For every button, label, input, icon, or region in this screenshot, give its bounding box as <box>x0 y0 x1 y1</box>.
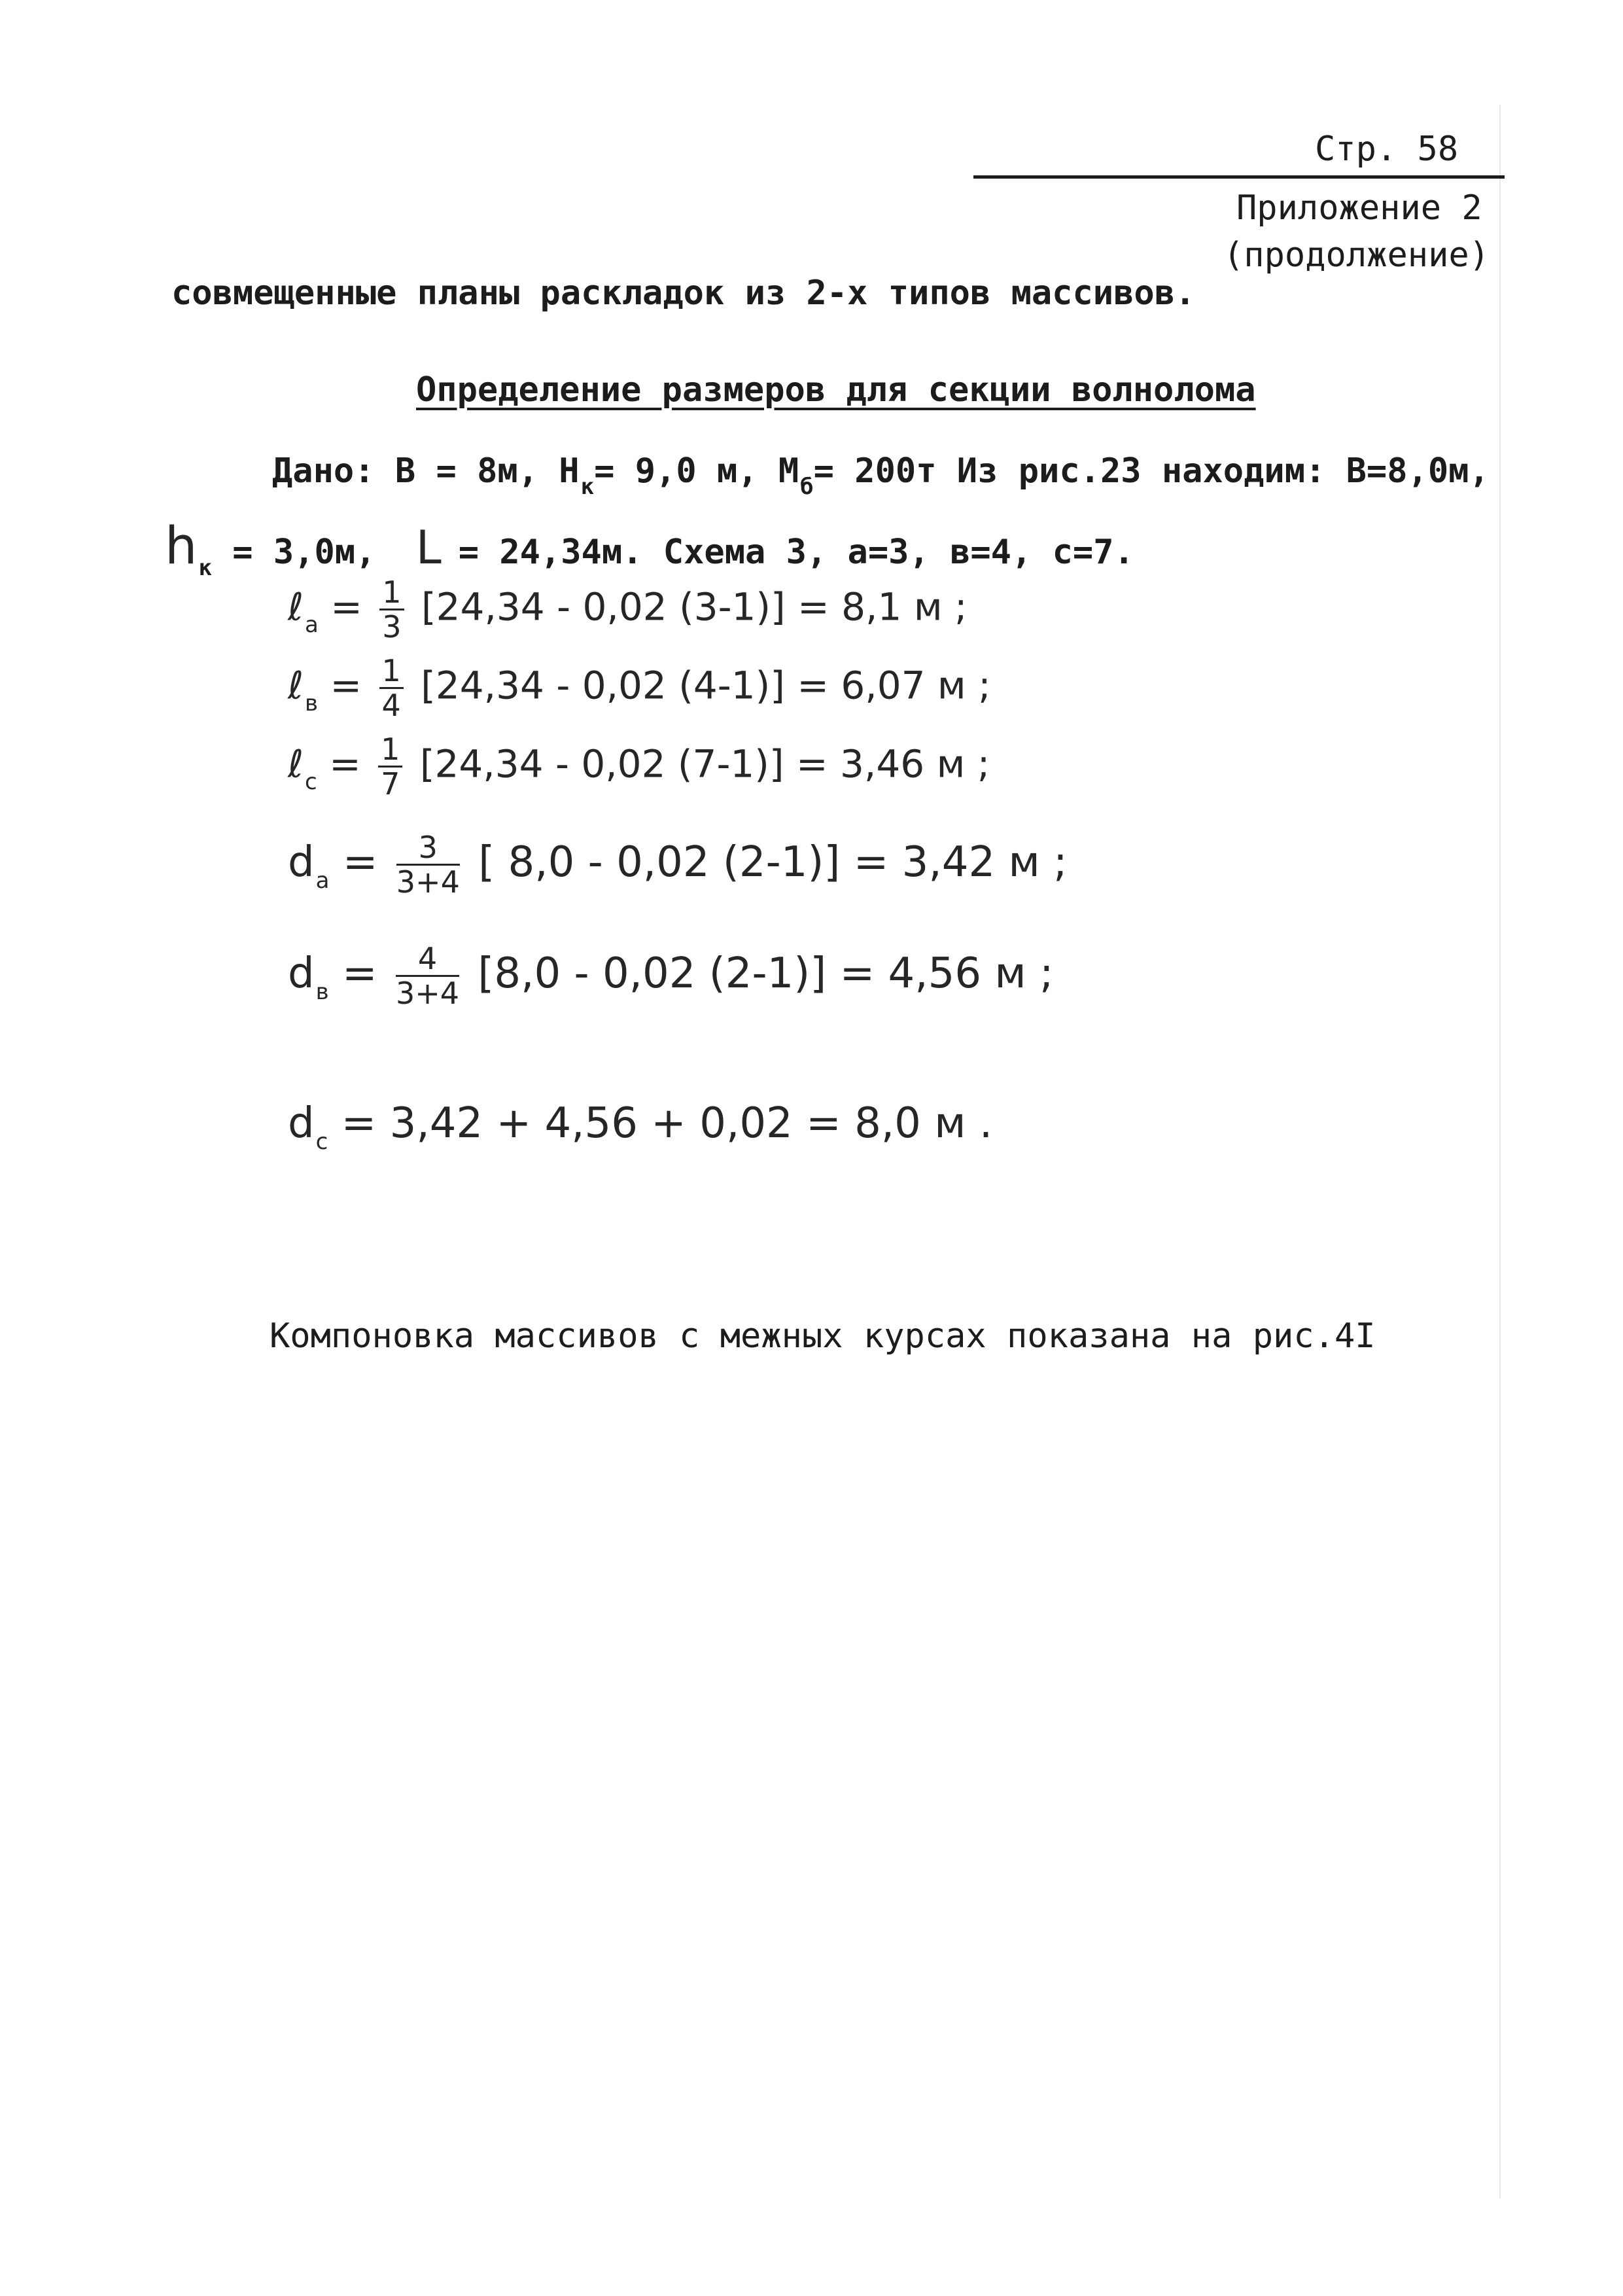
fraction-numerator: 4 <box>396 942 459 977</box>
fraction-denominator: 3 <box>382 609 402 645</box>
formula-equals: = <box>342 838 378 887</box>
given-line-1 <box>272 451 1490 500</box>
given-M-subscript: б <box>800 474 814 500</box>
formula-fraction <box>379 576 404 643</box>
fraction-numerator: 3 <box>396 831 460 866</box>
fraction-denominator: 3+4 <box>396 864 460 900</box>
formula-equals: = <box>329 741 361 786</box>
formula-lhs-subscript: c <box>315 1129 328 1155</box>
given-line-2 <box>165 517 1134 581</box>
formula-lc <box>288 733 990 800</box>
header-rule <box>973 175 1505 179</box>
formula-fraction <box>396 831 460 898</box>
formula-body: [24,34 - 0,02 (4-1)] = 6,07 м ; <box>421 663 991 708</box>
given-L-symbol: L <box>415 521 442 574</box>
fraction-numerator: 1 <box>378 733 402 768</box>
given-line-1-prefix: Дано: В = 8м, Н <box>272 451 580 491</box>
intro-line: совмещенные планы раскладок из 2-х типов массивов. <box>171 274 1196 313</box>
appendix-label: Приложение 2 <box>1236 188 1482 228</box>
formula-lhs: d <box>288 838 315 887</box>
page-number: Стр. 58 <box>1315 130 1459 169</box>
given-H-subscript: к <box>580 474 595 500</box>
formula-body: [24,34 - 0,02 (3-1)] = 8,1 м ; <box>421 584 968 629</box>
formula-lhs-subscript: в <box>315 979 329 1006</box>
formula-lhs: ℓ <box>288 663 304 708</box>
formula-lhs-subscript: a <box>315 868 330 894</box>
formula-body: 3,42 + 4,56 + 0,02 = 8,0 м . <box>389 1099 993 1148</box>
formula-lhs: d <box>288 1099 315 1148</box>
formula-db <box>288 942 1054 1010</box>
fraction-denominator: 3+4 <box>395 976 460 1011</box>
formula-fraction <box>379 654 404 722</box>
given-line-2-rest: = 24,34м. Схема 3, а=3, в=4, с=7. <box>458 533 1134 572</box>
formula-body: [8,0 - 0,02 (2-1)] = 4,56 м ; <box>478 949 1054 998</box>
formula-body: [24,34 - 0,02 (7-1)] = 3,46 м ; <box>419 741 990 786</box>
formula-equals: = <box>342 949 377 998</box>
formula-lhs-subscript: c <box>304 768 317 795</box>
continuation-label: (продолжение) <box>1223 236 1490 275</box>
formula-equals: = <box>330 663 362 708</box>
formula-body: [ 8,0 - 0,02 (2-1)] = 3,42 м ; <box>478 838 1068 887</box>
formula-fraction <box>396 942 459 1010</box>
fraction-denominator: 4 <box>381 688 401 723</box>
formula-equals: = <box>330 584 362 629</box>
conclusion-line: Компоновка массивов с межных курсах показана на рис.4I <box>270 1316 1376 1356</box>
formula-equals: = <box>341 1099 377 1148</box>
fraction-numerator: 1 <box>379 654 404 689</box>
given-h-symbol: h <box>165 517 198 576</box>
section-heading: Определение размеров для секции волнолома <box>416 370 1256 410</box>
scan-edge-line <box>1499 105 1501 2199</box>
given-line-1-mid: = 9,0 м, М <box>594 451 799 491</box>
given-h-subscript: к <box>198 555 212 581</box>
fraction-denominator: 7 <box>381 766 400 802</box>
formula-da <box>288 831 1068 898</box>
formula-lhs-subscript: a <box>304 611 319 638</box>
formula-dc <box>288 1099 993 1155</box>
fraction-numerator: 1 <box>379 576 404 610</box>
formula-lhs-subscript: в <box>304 690 319 716</box>
formula-fraction <box>378 733 402 800</box>
given-line-1-rest: = 200т Из рис.23 находим: В=8,0м, <box>813 451 1490 491</box>
formula-lhs: ℓ <box>288 584 304 629</box>
formula-la <box>288 576 968 643</box>
formula-lhs: d <box>288 949 315 998</box>
formula-lb <box>288 654 991 722</box>
formula-lhs: ℓ <box>288 741 304 786</box>
given-line-2-mid: = 3,0м, <box>232 533 376 572</box>
